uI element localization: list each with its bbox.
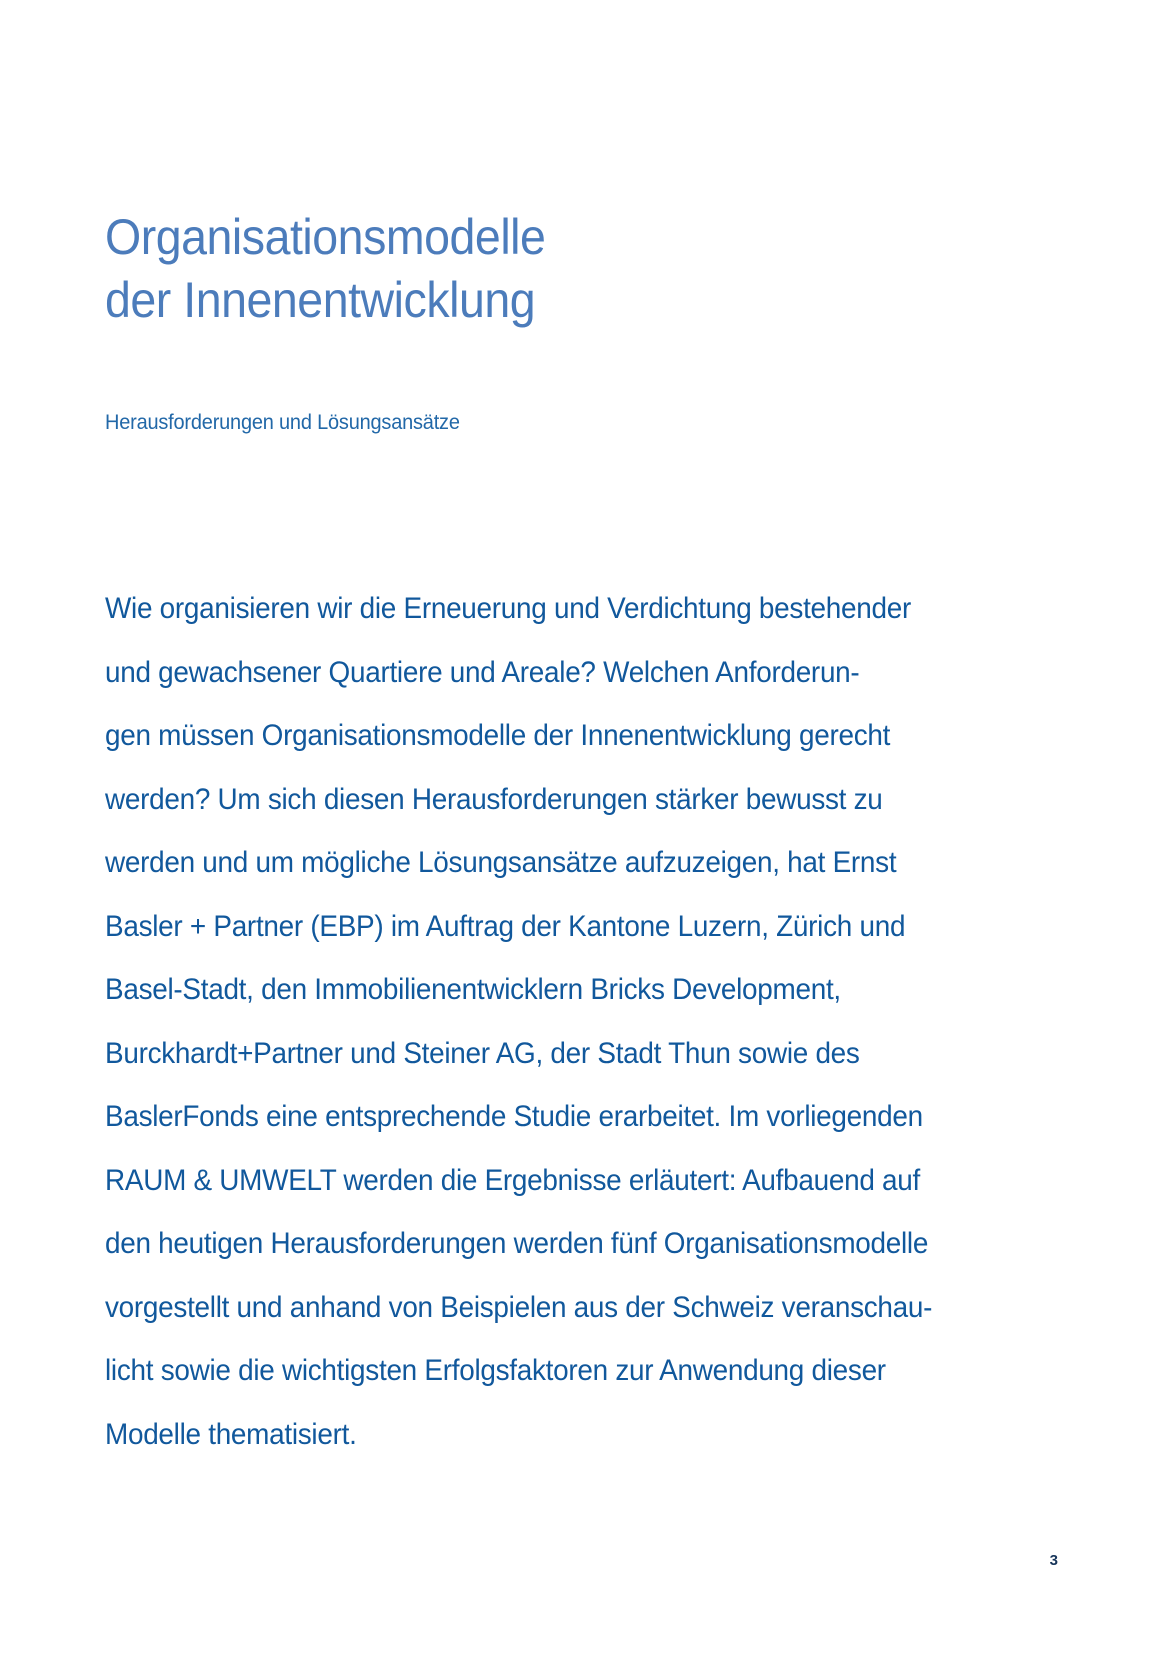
page-title-line-1: Organisationsmodelle [105, 209, 546, 265]
body-line: Basler + Partner (EBP) im Auftrag der Kantone Luzern, Zürich und [105, 909, 906, 943]
body-line: werden und um mögliche Lösungsansätze aufzuzeigen, hat Ernst [105, 846, 897, 879]
page-title-line-2: der Innenentwicklung [105, 272, 536, 328]
body-line: Burckhardt+Partner und Steiner AG, der Stadt Thun sowie des [105, 1036, 860, 1070]
body-line: RAUM & UMWELT werden die Ergebnisse erläutert: Aufbauend auf [105, 1163, 920, 1197]
page-title [105, 206, 545, 332]
body-line: licht sowie die wichtigsten Erfolgsfaktoren zur Anwendung dieser [105, 1354, 886, 1387]
page-number: 3 [1049, 1552, 1058, 1569]
body-line: Modelle thematisiert. [105, 1417, 357, 1451]
page-subtitle: Herausforderungen und Lösungsansätze [105, 411, 460, 434]
body-line: gen müssen Organisationsmodelle der Innenentwicklung gerecht [105, 719, 891, 752]
body-line: BaslerFonds eine entsprechende Studie erarbeitet. Im vorliegenden [105, 1100, 923, 1133]
body-paragraph [105, 577, 932, 1466]
body-line: vorgestellt und anhand von Beispielen aus der Schweiz veranschau- [105, 1290, 933, 1324]
body-line: und gewachsener Quartiere und Areale? Welchen Anforderun- [105, 655, 860, 689]
body-line: werden? Um sich diesen Herausforderungen stärker bewusst zu [105, 782, 883, 816]
body-line: den heutigen Herausforderungen werden fünf Organisationsmodelle [105, 1227, 929, 1260]
body-line: Basel-Stadt, den Immobilienentwicklern Bricks Development, [105, 973, 841, 1006]
body-line: Wie organisieren wir die Erneuerung und Verdichtung bestehender [105, 592, 912, 625]
